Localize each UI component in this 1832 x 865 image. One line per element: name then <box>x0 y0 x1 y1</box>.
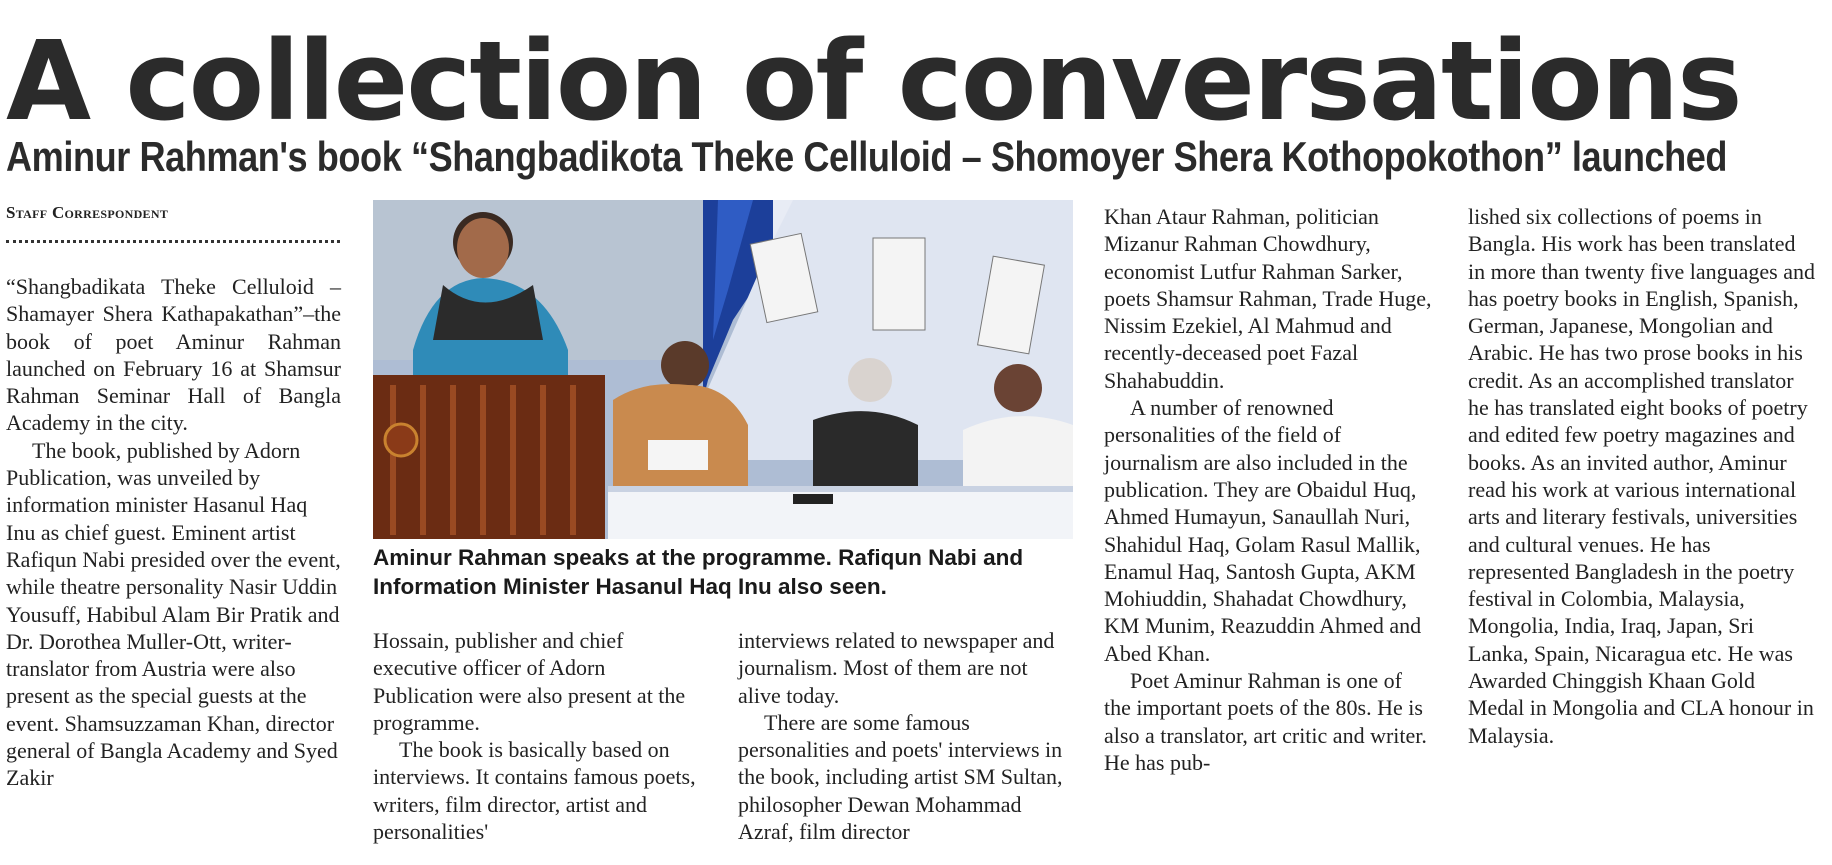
article-column-3 <box>738 627 1073 845</box>
article-column-4 <box>1104 203 1434 776</box>
paragraph: interviews related to newspaper and journalism. Most of them are not alive today. <box>738 628 1055 708</box>
paragraph: “Shangbadikata Theke Celluloid – Shamayer Shera Kathapakathan”–the book of poet Aminur Rahman launched on February 16 at Shamsur Rahman Seminar Hall of Bangla Academy in the city. <box>6 274 341 436</box>
paragraph: Khan Ataur Rahman, politician Mizanur Rahman Chowdhury, economist Lutfur Rahman Sarker, poets Shamsur Rahman, Trade Huge, Nissim Ezekiel, Al Mahmud and recently-deceased poet Fazal Shahabuddin. <box>1104 204 1432 393</box>
byline: Staff Correspondent <box>6 203 169 222</box>
photo-caption: Aminur Rahman speaks at the programme. Rafiqun Nabi and Information Minister Hasanul Haq Inu also seen. <box>373 545 1024 599</box>
article-column-5 <box>1468 203 1816 749</box>
article-photo <box>373 200 1073 539</box>
byline-divider <box>6 240 340 243</box>
paragraph: There are some famous personalities and poets' interviews in the book, including artist SM Sultan, philosopher Dewan Mohammad Azraf, film director <box>738 709 1063 845</box>
headline: A collection of conversations <box>6 17 1741 145</box>
article-column-1 <box>6 273 341 792</box>
paragraph: Poet Aminur Rahman is one of the important poets of the 80s. He is also a translator, art critic and writer. He has pub- <box>1104 668 1427 775</box>
article-column-2 <box>373 627 711 845</box>
subheadline: Aminur Rahman's book “Shangbadikota Theke Celluloid – Shomoyer Shera Kothopokothon” launched <box>6 133 1728 180</box>
paragraph: Hossain, publisher and chief executive officer of Adorn Publication were also present at the programme. <box>373 628 686 735</box>
paragraph: The book is basically based on interviews. It contains famous poets, writers, film director, artist and personalities' <box>373 737 696 845</box>
paragraph: lished six collections of poems in Bangla. His work has been translated in more than twenty five languages and has poetry books in English, Spanish, German, Japanese, Mongolian and Arabic. He has two prose books in his credit. As an accomplished translator he has translated eight books of poetry and edited few poetry magazines and books. As an invited author, Aminur read his work at various international arts and literary festivals, universities and cultural venues. He has represented Bangladesh in the poetry festival in Colombia, Malaysia, Mongolia, India, Iraq, Japan, Sri Lanka, Spain, Nicaragua etc. He was Awarded Chinggish Khaan Gold Medal in Mongolia and CLA honour in Malaysia. <box>1468 204 1816 748</box>
paragraph: The book, published by Adorn Publication, was unveiled by information minister Hasanul Haq Inu as chief guest. Eminent artist Rafiqun Nabi presided over the event, while theatre personality Nasir Uddin Yousuff, Habibul Alam Bir Pratik and Dr. Dorothea Muller-Ott, writer-translator from Austria were also present as the special guests at the event. Shamsuzzaman Khan, director general of Bangla Academy and Syed Zakir <box>6 437 341 791</box>
paragraph: A number of renowned personalities of the field of journalism are also included in the publication. They are Obaidul Huq, Ahmed Humayun, Sanaullah Nuri, Shahidul Haq, Golam Rasul Mallik, Enamul Haq, Santosh Gupta, AKM Mohiuddin, Shahadat Chowdhury, KM Munim, Reazuddin Ahmed and Abed Khan. <box>1104 395 1422 666</box>
